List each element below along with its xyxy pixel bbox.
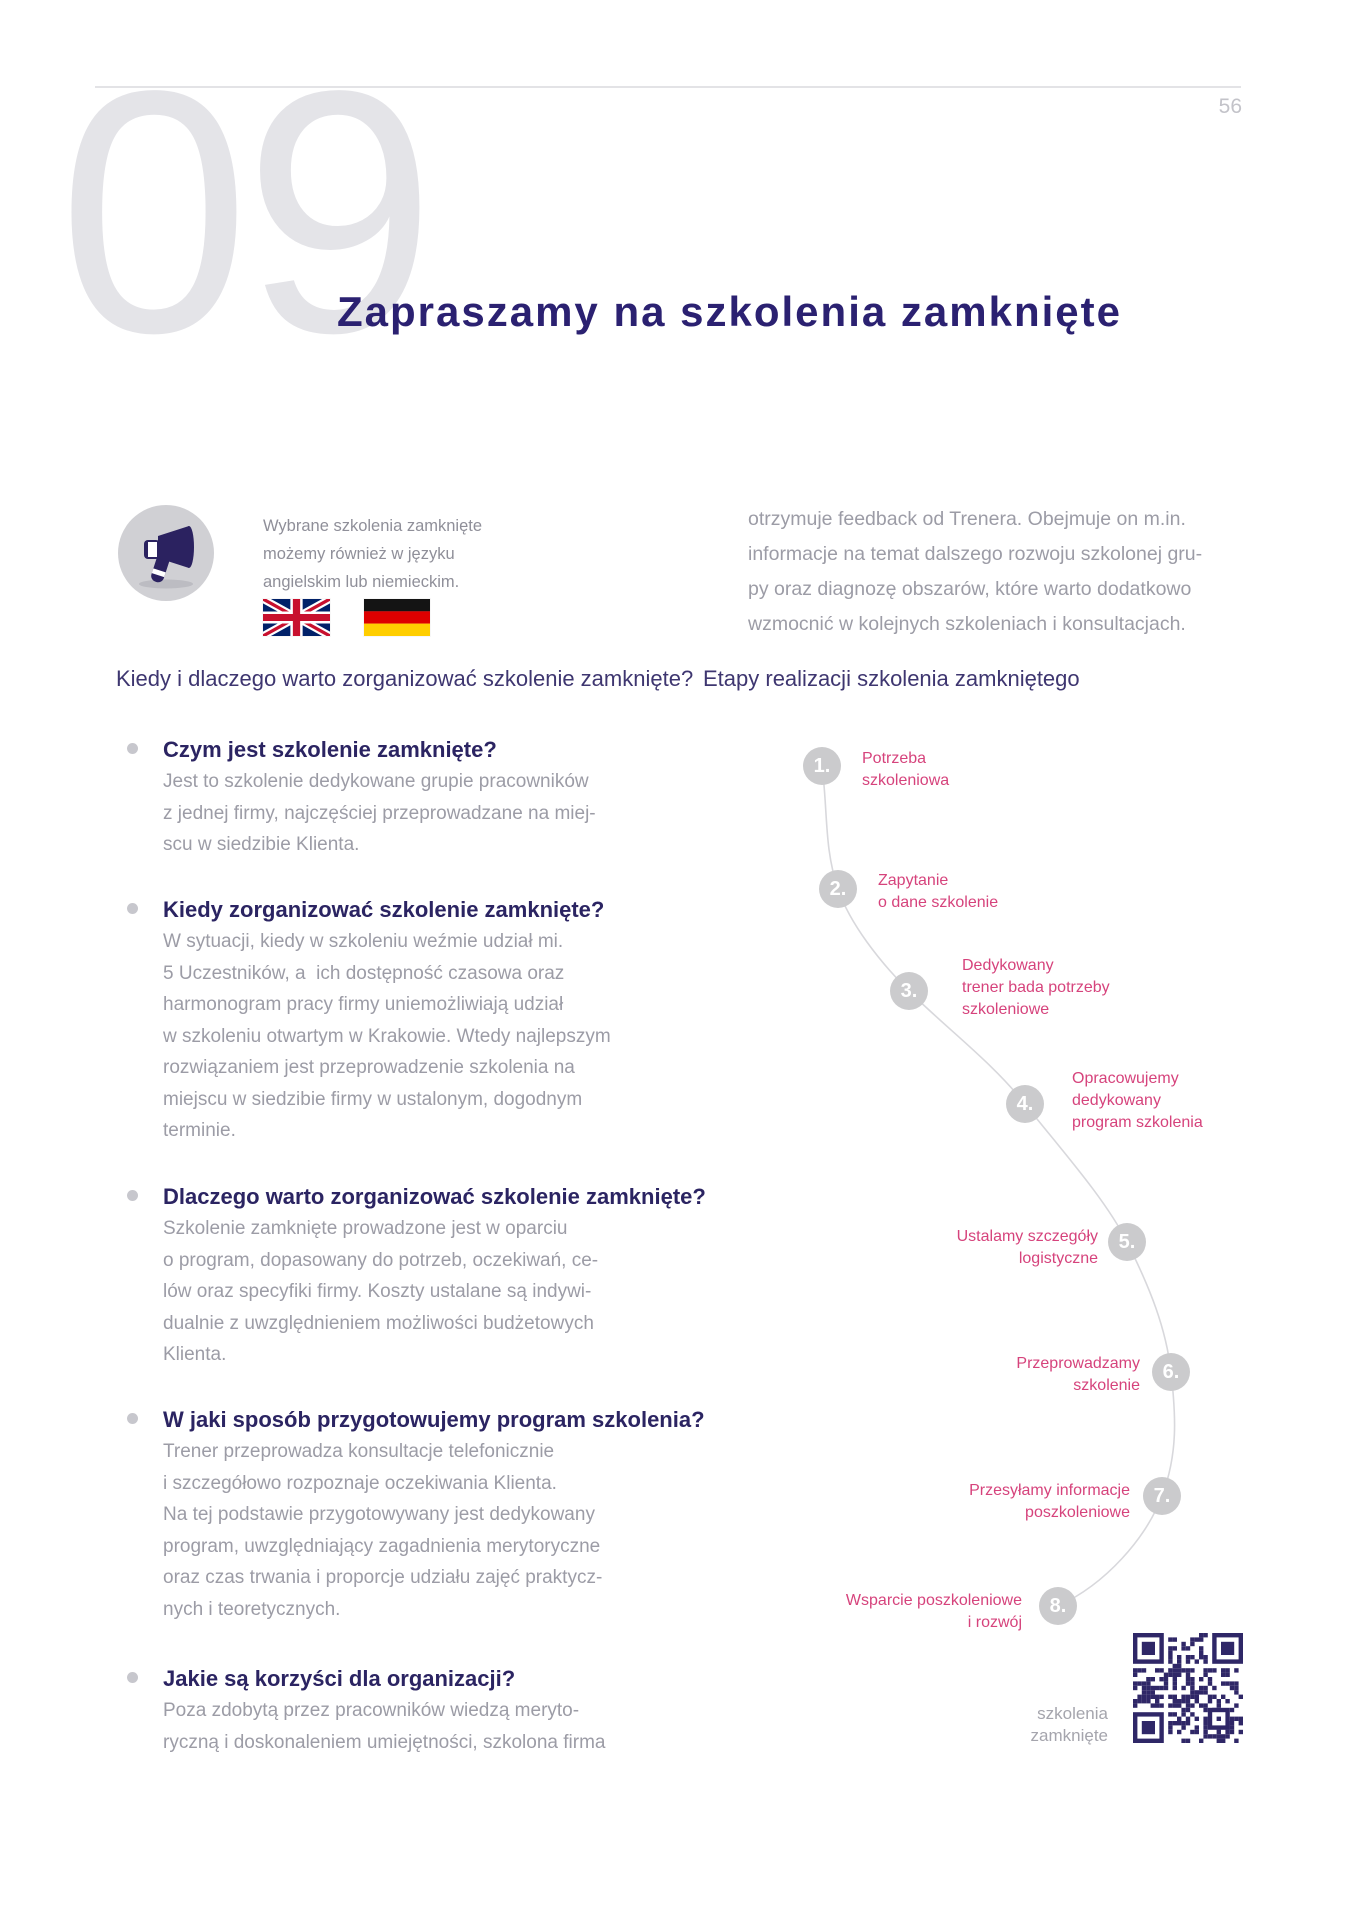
answer: Trener przeprowadza konsultacje telefonicznie i szczegółowo rozpoznaje oczekiwania Klienta. Na tej podstawie przygotowywany jest dedykowany program, uwzględniający zagadnienia merytoryczne oraz czas trwania i proporcje udziału zajęć praktycz- nych i teoretycznych. xyxy=(163,1441,603,1620)
qa-item xyxy=(163,1662,733,1758)
step-circle-5: 5. xyxy=(1108,1223,1146,1261)
answer: Szkolenie zamknięte prowadzone jest w oparciu o program, dopasowany do potrzeb, oczekiwań, ce- lów oraz specyfiki firmy. Koszty ustalane są indywi- dualnie z uwzględnieniem możliwości budżetowych Klienta. xyxy=(163,1218,599,1365)
bullet-dot xyxy=(127,1190,138,1201)
step-label-7: Przesyłamy informacje poszkoleniowe xyxy=(969,1482,1130,1521)
megaphone-icon xyxy=(118,505,214,601)
page-title: Zapraszamy na szkolenia zamknięte xyxy=(337,288,1122,335)
answer: W sytuacji, kiedy w szkoleniu weźmie udział mi. 5 Uczestników, a ich dostępność czasowa oraz harmonogram pracy firmy uniemożliwiają udział w szkoleniu otwartym w Krakowie. Wtedy najlepszym rozwiązaniem jest przeprowadzenie szkolenia na miejscu w siedzibie firmy w ustalonym, dogodnym terminie. xyxy=(163,931,611,1141)
language-note: Wybrane szkolenia zamknięte możemy również w języku angielskim lub niemieckim. xyxy=(263,517,483,591)
step-label-8: Wsparcie poszkoleniowe i rozwój xyxy=(845,1592,1022,1631)
right-column-heading: Etapy realizacji szkolenia zamkniętego xyxy=(703,666,1080,691)
qr-caption: szkolenia zamknięte xyxy=(1030,1704,1108,1745)
page-number: 56 xyxy=(1218,95,1242,118)
step-circle-6: 6. xyxy=(1152,1353,1190,1391)
qr-code xyxy=(1133,1633,1243,1743)
step-label-3: Dedykowany trener bada potrzeby szkoleniowe xyxy=(962,957,1110,1018)
step-circle-8: 8. xyxy=(1039,1587,1077,1625)
question: Dlaczego warto zorganizować szkolenie zamknięte? xyxy=(163,1184,706,1209)
chapter-number-watermark: 09 xyxy=(58,20,430,405)
qa-item xyxy=(163,1180,733,1371)
step-label-2: Zapytanie o dane szkolenie xyxy=(878,872,999,911)
qa-item xyxy=(163,733,733,861)
step-label-4: Opracowujemy dedykowany program szkolenia xyxy=(1072,1070,1203,1131)
step-circle-1: 1. xyxy=(803,747,841,785)
bullet-dot xyxy=(127,743,138,754)
step-circle-2: 2. xyxy=(819,870,857,908)
step-label-1: Potrzeba szkoleniowa xyxy=(862,750,950,789)
bullet-dot xyxy=(127,903,138,914)
qa-item xyxy=(163,893,733,1147)
question: Kiedy zorganizować szkolenie zamknięte? xyxy=(163,897,605,922)
step-circle-7: 7. xyxy=(1143,1477,1181,1515)
bullet-dot xyxy=(127,1413,138,1424)
step-circle-3: 3. xyxy=(890,972,928,1010)
answer: Poza zdobytą przez pracowników wiedzą meryto- ryczną i doskonaleniem umiejętności, szkolona firma xyxy=(163,1700,606,1753)
question: Czym jest szkolenie zamknięte? xyxy=(163,737,497,762)
qa-item xyxy=(163,1403,733,1625)
question: W jaki sposób przygotowujemy program szkolenia? xyxy=(163,1407,705,1432)
question: Jakie są korzyści dla organizacji? xyxy=(163,1666,516,1691)
right-intro-paragraph: otrzymuje feedback od Trenera. Obejmuje on m.in. informacje na temat dalszego rozwoju szkolonej gru- py oraz diagnozę obszarów, które warto dodatkowo wzmocnić w kolejnych szkoleniach i konsultacjach. xyxy=(748,508,1203,635)
germany-flag-icon xyxy=(364,599,430,636)
step-label-6: Przeprowadzamy szkolenie xyxy=(1016,1355,1140,1394)
answer: Jest to szkolenie dedykowane grupie pracowników z jednej firmy, najczęściej przeprowadzane na miej- scu w siedzibie Klienta. xyxy=(163,771,596,855)
bullet-dot xyxy=(127,1672,138,1683)
uk-flag-icon xyxy=(263,599,330,636)
step-label-5: Ustalamy szczegóły logistyczne xyxy=(956,1228,1098,1267)
step-circle-4: 4. xyxy=(1006,1085,1044,1123)
left-column-heading: Kiedy i dlaczego warto zorganizować szkolenie zamknięte? xyxy=(116,666,694,691)
